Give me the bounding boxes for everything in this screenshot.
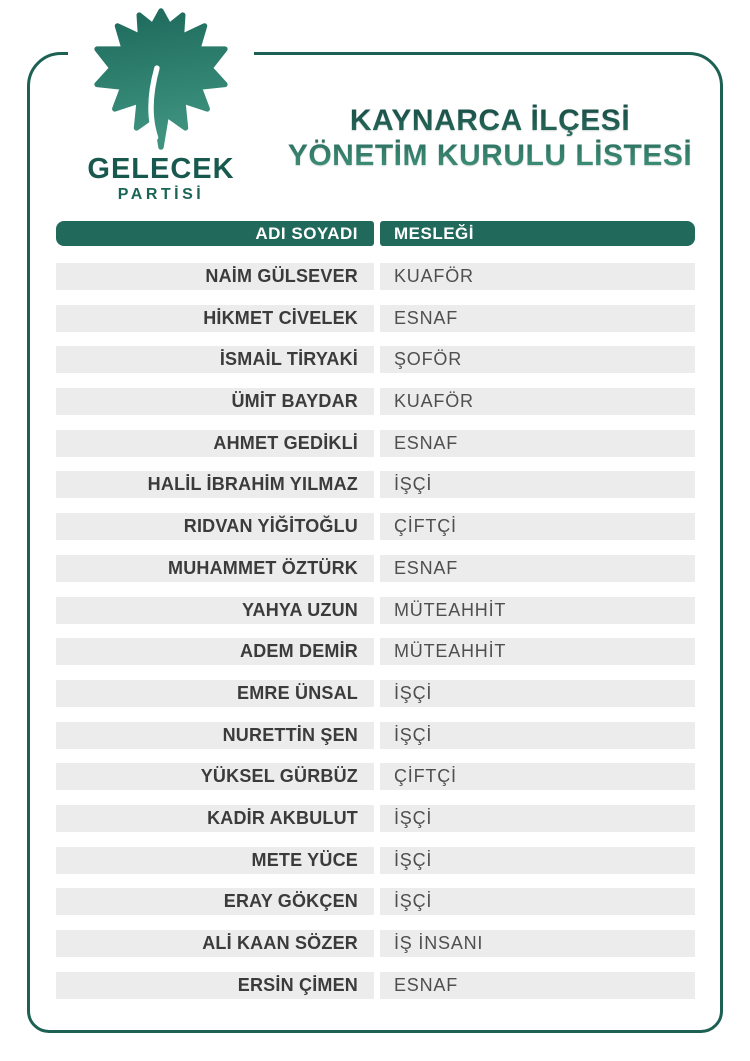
member-profession: ESNAF — [380, 305, 695, 332]
member-profession: İŞÇİ — [380, 847, 695, 874]
table-row — [56, 513, 695, 540]
member-name: RIDVAN YİĞİTOĞLU — [56, 513, 374, 540]
table-row — [56, 763, 695, 790]
table-row — [56, 555, 695, 582]
member-name: MUHAMMET ÖZTÜRK — [56, 555, 374, 582]
member-name: YÜKSEL GÜRBÜZ — [56, 763, 374, 790]
table-row — [56, 888, 695, 915]
member-name: ERAY GÖKÇEN — [56, 888, 374, 915]
table-row — [56, 471, 695, 498]
table-row — [56, 346, 695, 373]
member-name: NURETTİN ŞEN — [56, 722, 374, 749]
member-name: HALİL İBRAHİM YILMAZ — [56, 471, 374, 498]
table-header-row — [56, 221, 695, 246]
member-name: ALİ KAAN SÖZER — [56, 930, 374, 957]
member-name: ÜMİT BAYDAR — [56, 388, 374, 415]
header-name: ADI SOYADI — [56, 221, 374, 246]
table-row — [56, 722, 695, 749]
member-name: İSMAİL TİRYAKİ — [56, 346, 374, 373]
member-profession: ÇİFTÇİ — [380, 513, 695, 540]
member-name: EMRE ÜNSAL — [56, 680, 374, 707]
member-profession: İŞÇİ — [380, 680, 695, 707]
party-logo — [68, 0, 254, 211]
table-row — [56, 430, 695, 457]
member-name: HİKMET CİVELEK — [56, 305, 374, 332]
table-row — [56, 305, 695, 332]
page-title — [260, 103, 720, 173]
member-profession: İŞÇİ — [380, 805, 695, 832]
table-row — [56, 805, 695, 832]
table-row — [56, 847, 695, 874]
member-profession: ŞOFÖR — [380, 346, 695, 373]
table-row — [56, 680, 695, 707]
party-name: GELECEK — [87, 153, 235, 185]
member-name: AHMET GEDİKLİ — [56, 430, 374, 457]
member-profession: İŞÇİ — [380, 722, 695, 749]
party-subtitle: PARTİSİ — [117, 186, 205, 203]
table-row — [56, 972, 695, 999]
member-name: NAİM GÜLSEVER — [56, 263, 374, 290]
member-profession: ESNAF — [380, 430, 695, 457]
member-profession: MÜTEAHHİT — [380, 597, 695, 624]
table-row — [56, 263, 695, 290]
plane-leaf-icon — [93, 8, 229, 150]
member-profession: KUAFÖR — [380, 263, 695, 290]
table-row — [56, 388, 695, 415]
page-title-line1: KAYNARCA İLÇESİ — [349, 104, 631, 137]
board-table — [56, 221, 695, 1013]
member-name: ADEM DEMİR — [56, 638, 374, 665]
member-profession: ÇİFTÇİ — [380, 763, 695, 790]
member-profession: İŞÇİ — [380, 471, 695, 498]
member-profession: ESNAF — [380, 972, 695, 999]
member-name: YAHYA UZUN — [56, 597, 374, 624]
table-row — [56, 638, 695, 665]
table-row — [56, 930, 695, 957]
member-profession: ESNAF — [380, 555, 695, 582]
page-title-line2: YÖNETİM KURULU LİSTESİ — [287, 139, 693, 172]
table-row — [56, 597, 695, 624]
member-profession: İŞÇİ — [380, 888, 695, 915]
member-profession: KUAFÖR — [380, 388, 695, 415]
member-profession: İŞ İNSANI — [380, 930, 695, 957]
member-profession: MÜTEAHHİT — [380, 638, 695, 665]
member-name: ERSİN ÇİMEN — [56, 972, 374, 999]
member-name: METE YÜCE — [56, 847, 374, 874]
table-body — [56, 263, 695, 999]
member-name: KADİR AKBULUT — [56, 805, 374, 832]
header-profession: MESLEĞİ — [380, 221, 695, 246]
